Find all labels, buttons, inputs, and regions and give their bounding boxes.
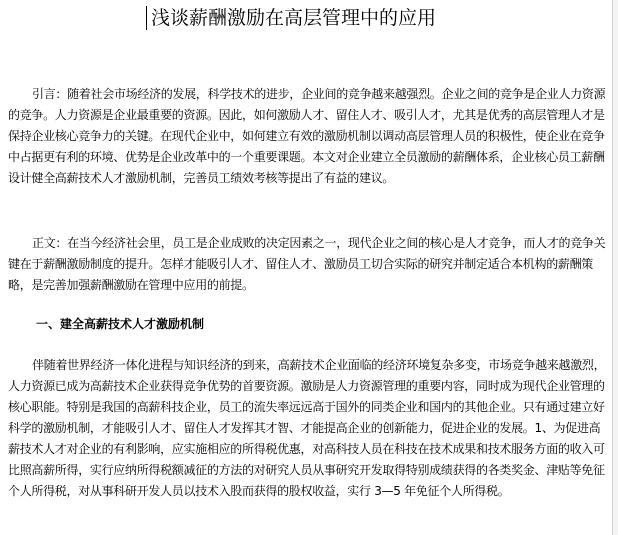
intro-paragraph: 引言：随着社会市场经济的发展，科学技术的进步，企业间的竞争越来越强烈。企业之间的竞争是企业人力资源的竞争。人力资源是企业最重要的资源。因此，如何激励人才、留住人才、吸引人才，尤其是优秀的高层管理人才是保持企业核心竞争力的关键。在现代企业中，如何建立有效的激励机制以调动高层管理人员的积极性，使企业在竞争中占据更有利的环境、优势是企业改革中的一个重要课题。本文对企业建立全员激励的薪酬体系，企业核心员工薪酬设计健全高薪技术人才激励机制，完善员工绩效考核等提出了有益的建议。 — [8, 87, 606, 185]
window-right-edge — [612, 0, 618, 535]
section-body-paragraph: 伴随着世界经济一体化进程与知识经济的到来，高薪技术企业面临的经济环境复杂多变，市场竞争越来越激烈，人力资源已成为高薪技术企业获得竞争优势的首要资源。激励是人力资源管理的重要内容，同时成为现代企业管理的核心职能。特别是我国的高薪科技企业，员工的流失率远远高于国外的同类企业和国内的其他企业。只有通过建立好科学的激励机制，才能吸引人才、留住人才发挥其才智、才能提高企业的创新能力，促进企业的发展。1、为促进高薪技术人才对企业的有利影响，应实施相应的所得税优惠，对高科技人员在科技在技术成果和技术服务方面的收入可比照高薪所得，实行应纳所得税额减征的方法的对研究人员从事研究开发取得特别成绩获得的各类奖金、津贴等免征个人所得税，对从事科研开发人员以技术入股而获得的股权收益，实行 3—5 年免征个人所得税。 — [8, 358, 606, 498]
document-title: 浅谈薪酬激励在高层管理中的应用 — [151, 7, 437, 29]
section-heading: 一、建全高薪技术人才激励机制 — [36, 317, 205, 331]
text-cursor — [146, 6, 147, 30]
body-intro-paragraph: 正文：在当今经济社会里，员工是企业成败的决定因素之一，现代企业之间的核心是人才竞争，而人才的竞争关键在于薪酬激励制度的提升。怎样才能吸引人才、留住人才、激励员工切合实际的研究并制定适合本机构的薪酬策略，是完善加强薪酬激励在管理中应用的前提。 — [8, 236, 606, 292]
